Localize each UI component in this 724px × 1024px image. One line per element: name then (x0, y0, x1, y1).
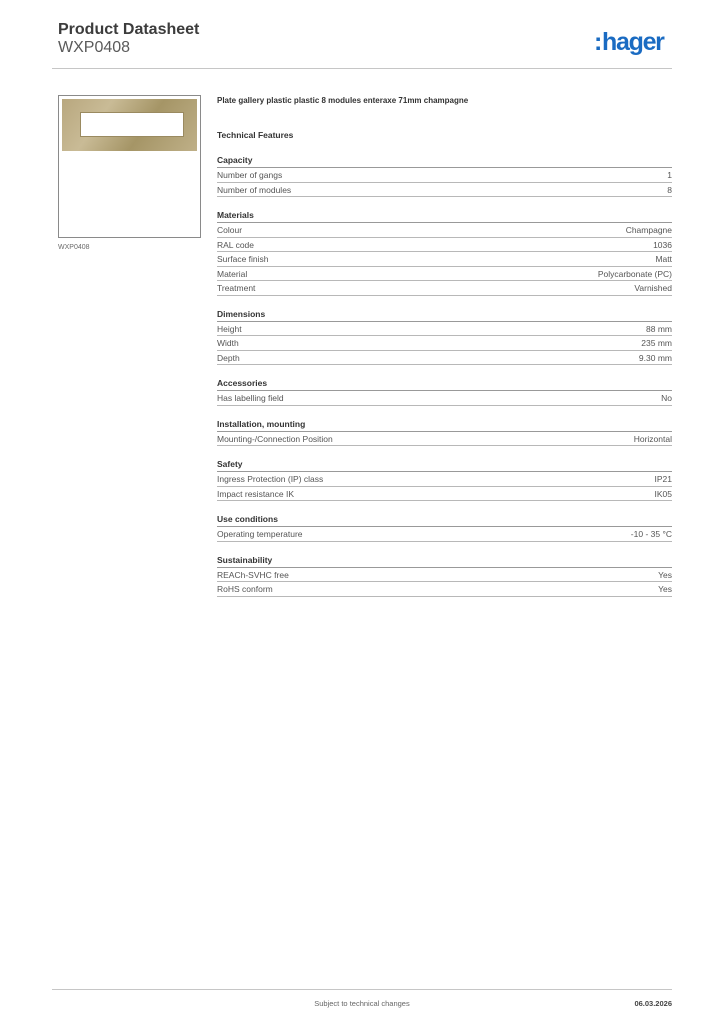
section-title: Use conditions (217, 513, 672, 527)
spec-row (217, 432, 672, 447)
spec-label: Ingress Protection (IP) class (217, 474, 324, 484)
spec-value: Champagne (625, 225, 672, 235)
spec-label: Has labelling field (217, 393, 284, 403)
spec-value: 8 (667, 184, 672, 195)
spec-row (217, 568, 672, 583)
spec-label: Depth (217, 352, 240, 363)
spec-row (217, 281, 672, 296)
spec-row (217, 472, 672, 487)
spec-row (217, 252, 672, 267)
spec-label: Colour (217, 225, 243, 235)
hager-logo (594, 28, 664, 57)
spec-value: -10 - 35 °C (630, 529, 672, 539)
spec-row (217, 391, 672, 406)
section-safety (217, 458, 672, 501)
spec-row (217, 238, 672, 253)
spec-label: Number of modules (217, 184, 292, 195)
spec-label: RAL code (217, 239, 255, 250)
section-installation (217, 418, 672, 447)
spec-label: Treatment (217, 283, 256, 293)
product-code: WXP0408 (58, 39, 131, 56)
spec-row (217, 487, 672, 502)
spec-row (217, 183, 672, 198)
spec-row (217, 267, 672, 282)
section-use-conditions (217, 513, 672, 542)
spec-value: Varnished (634, 283, 672, 293)
spec-value: Matt (655, 254, 672, 264)
spec-value: Polycarbonate (PC) (597, 268, 672, 279)
footer-divider (52, 989, 672, 990)
spec-row (217, 223, 672, 238)
spec-value: 1 (667, 170, 672, 180)
spec-label: Number of gangs (217, 170, 283, 180)
spec-value: IK05 (654, 488, 672, 499)
spec-value: No (661, 393, 672, 403)
image-caption: WXP0408 (58, 244, 90, 251)
spec-value: Yes (658, 584, 672, 594)
spec-label: Impact resistance IK (217, 488, 295, 499)
section-accessories (217, 377, 672, 406)
spec-label: Operating temperature (217, 529, 303, 539)
footer-note: Subject to technical changes (314, 999, 410, 1008)
spec-row (217, 322, 672, 337)
product-description: Plate gallery plastic plastic 8 modules enteraxe 71mm champagne (217, 96, 469, 105)
footer-date: 06.03.2026 (634, 999, 672, 1008)
spec-row (217, 582, 672, 597)
spec-row (217, 168, 672, 183)
logo-text: hager (602, 28, 664, 56)
section-title: Dimensions (217, 308, 672, 322)
spec-value: Yes (658, 569, 672, 580)
spec-label: Material (217, 268, 248, 279)
spec-row (217, 336, 672, 351)
spec-label: Height (217, 323, 242, 334)
logo-prefix: : (594, 28, 602, 56)
technical-features-heading: Technical Features (217, 130, 294, 140)
spec-row (217, 351, 672, 366)
spec-value: 9.30 mm (638, 352, 672, 363)
spec-row (217, 527, 672, 542)
section-title: Sustainability (217, 554, 672, 568)
section-title: Safety (217, 458, 672, 472)
section-capacity (217, 154, 672, 197)
spec-label: Mounting-/Connection Position (217, 433, 333, 444)
plate-illustration (62, 99, 197, 151)
section-title: Accessories (217, 377, 672, 391)
section-dimensions (217, 308, 672, 366)
product-image (58, 95, 201, 238)
section-sustainability (217, 554, 672, 597)
spec-label: RoHS conform (217, 584, 273, 594)
section-title: Installation, mounting (217, 418, 672, 432)
spec-value: Horizontal (633, 433, 672, 444)
spec-value: 88 mm (646, 323, 672, 334)
spec-value: 235 mm (641, 338, 672, 348)
section-title: Capacity (217, 154, 672, 168)
spec-label: REACh-SVHC free (217, 569, 289, 580)
spec-label: Width (217, 338, 239, 348)
spec-label: Surface finish (217, 254, 269, 264)
spec-value: IP21 (654, 474, 672, 484)
section-materials (217, 209, 672, 296)
plate-opening (80, 112, 184, 137)
spec-value: 1036 (653, 239, 672, 250)
page-title: Product Datasheet (58, 21, 200, 38)
technical-content (217, 96, 672, 597)
header-divider (52, 68, 672, 69)
section-title: Materials (217, 209, 672, 223)
